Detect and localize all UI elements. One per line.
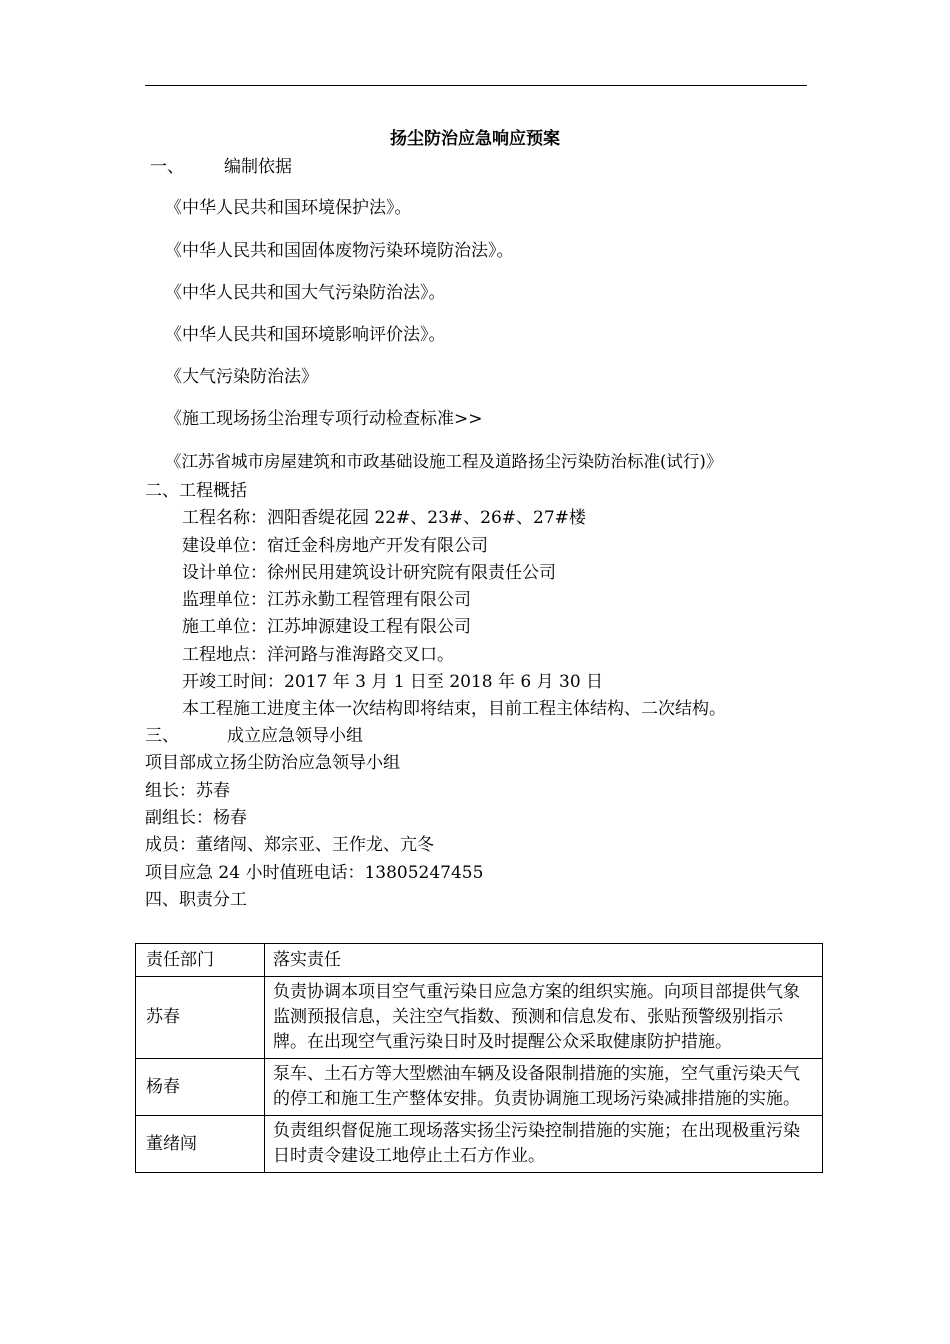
basis-item: 《中华人民共和国环境保护法》。 (165, 198, 412, 218)
team-deputy: 副组长：杨春 (145, 808, 247, 828)
builder-unit: 施工单位：江苏坤源建设工程有限公司 (182, 617, 471, 637)
section-1-number: 一、 (150, 157, 184, 177)
team-members: 成员：董绪闯、郑宗亚、王作龙、亢冬 (145, 835, 434, 855)
project-location: 工程地点：洋河路与淮海路交叉口。 (182, 645, 454, 665)
section-3-number: 三、 (145, 726, 179, 746)
section-1-heading (150, 156, 292, 178)
design-unit: 设计单位：徐州民用建筑设计研究院有限责任公司 (182, 563, 556, 583)
row-resp: 负责组织督促施工现场落实扬尘污染控制措施的实施；在出现极重污染日时责令建设工地停止土石方作业。 (265, 1116, 823, 1173)
row-resp: 负责协调本项目空气重污染日应急方案的组织实施。向项目部提供气象监测预报信息，关注空气指数、预测和信息发布、张贴预警级别指示牌。在出现空气重污染日时及时提醒公众采取健康防护措施。 (265, 977, 823, 1059)
header-rule (145, 85, 807, 86)
basis-item: 《中华人民共和国环境影响评价法》。 (165, 325, 446, 345)
duty-phone: 项目应急 24 小时值班电话：13805247455 (145, 863, 484, 883)
header-dept: 责任部门 (136, 944, 265, 977)
basis-item: 《中华人民共和国固体废物污染环境防治法》。 (165, 241, 514, 261)
section-1-title: 编制依据 (224, 157, 292, 177)
section-4-heading: 四、职责分工 (145, 890, 247, 910)
section-3-title: 成立应急领导小组 (227, 726, 363, 746)
basis-item: 《中华人民共和国大气污染防治法》。 (165, 283, 446, 303)
section-2-heading: 二、工程概括 (145, 481, 247, 501)
row-dept: 董绪闯 (136, 1116, 265, 1173)
construction-unit: 建设单位：宿迁金科房地产开发有限公司 (182, 536, 488, 556)
supervision-unit: 监理单位：江苏永勤工程管理有限公司 (182, 590, 471, 610)
basis-item: 《施工现场扬尘治理专项行动检查标准>> (165, 409, 483, 429)
basis-item: 《江苏省城市房屋建筑和市政基础设施工程及道路扬尘污染防治标准(试行)》 (165, 452, 723, 471)
section-3-heading (145, 725, 363, 747)
team-leader: 组长：苏春 (145, 781, 230, 801)
project-name: 工程名称：泗阳香缇花园 22#、23#、26#、27#楼 (182, 508, 586, 528)
document-title: 扬尘防治应急响应预案 (390, 129, 560, 149)
table-row (136, 977, 823, 1059)
team-intro: 项目部成立扬尘防治应急领导小组 (145, 753, 400, 773)
header-resp: 落实责任 (265, 944, 823, 977)
project-schedule: 开竣工时间：2017 年 3 月 1 日至 2018 年 6 月 30 日 (182, 672, 604, 692)
duty-table (135, 943, 823, 1173)
table-header-row (136, 944, 823, 977)
table-row (136, 1116, 823, 1173)
row-resp: 泵车、土石方等大型燃油车辆及设备限制措施的实施，空气重污染天气的停工和施工生产整体安排。负责协调施工现场污染减排措施的实施。 (265, 1059, 823, 1116)
row-dept: 杨春 (136, 1059, 265, 1116)
table-row (136, 1059, 823, 1116)
row-dept: 苏春 (136, 977, 265, 1059)
project-progress: 本工程施工进度主体一次结构即将结束，目前工程主体结构、二次结构。 (182, 699, 726, 719)
basis-item: 《大气污染防治法》 (165, 367, 318, 387)
